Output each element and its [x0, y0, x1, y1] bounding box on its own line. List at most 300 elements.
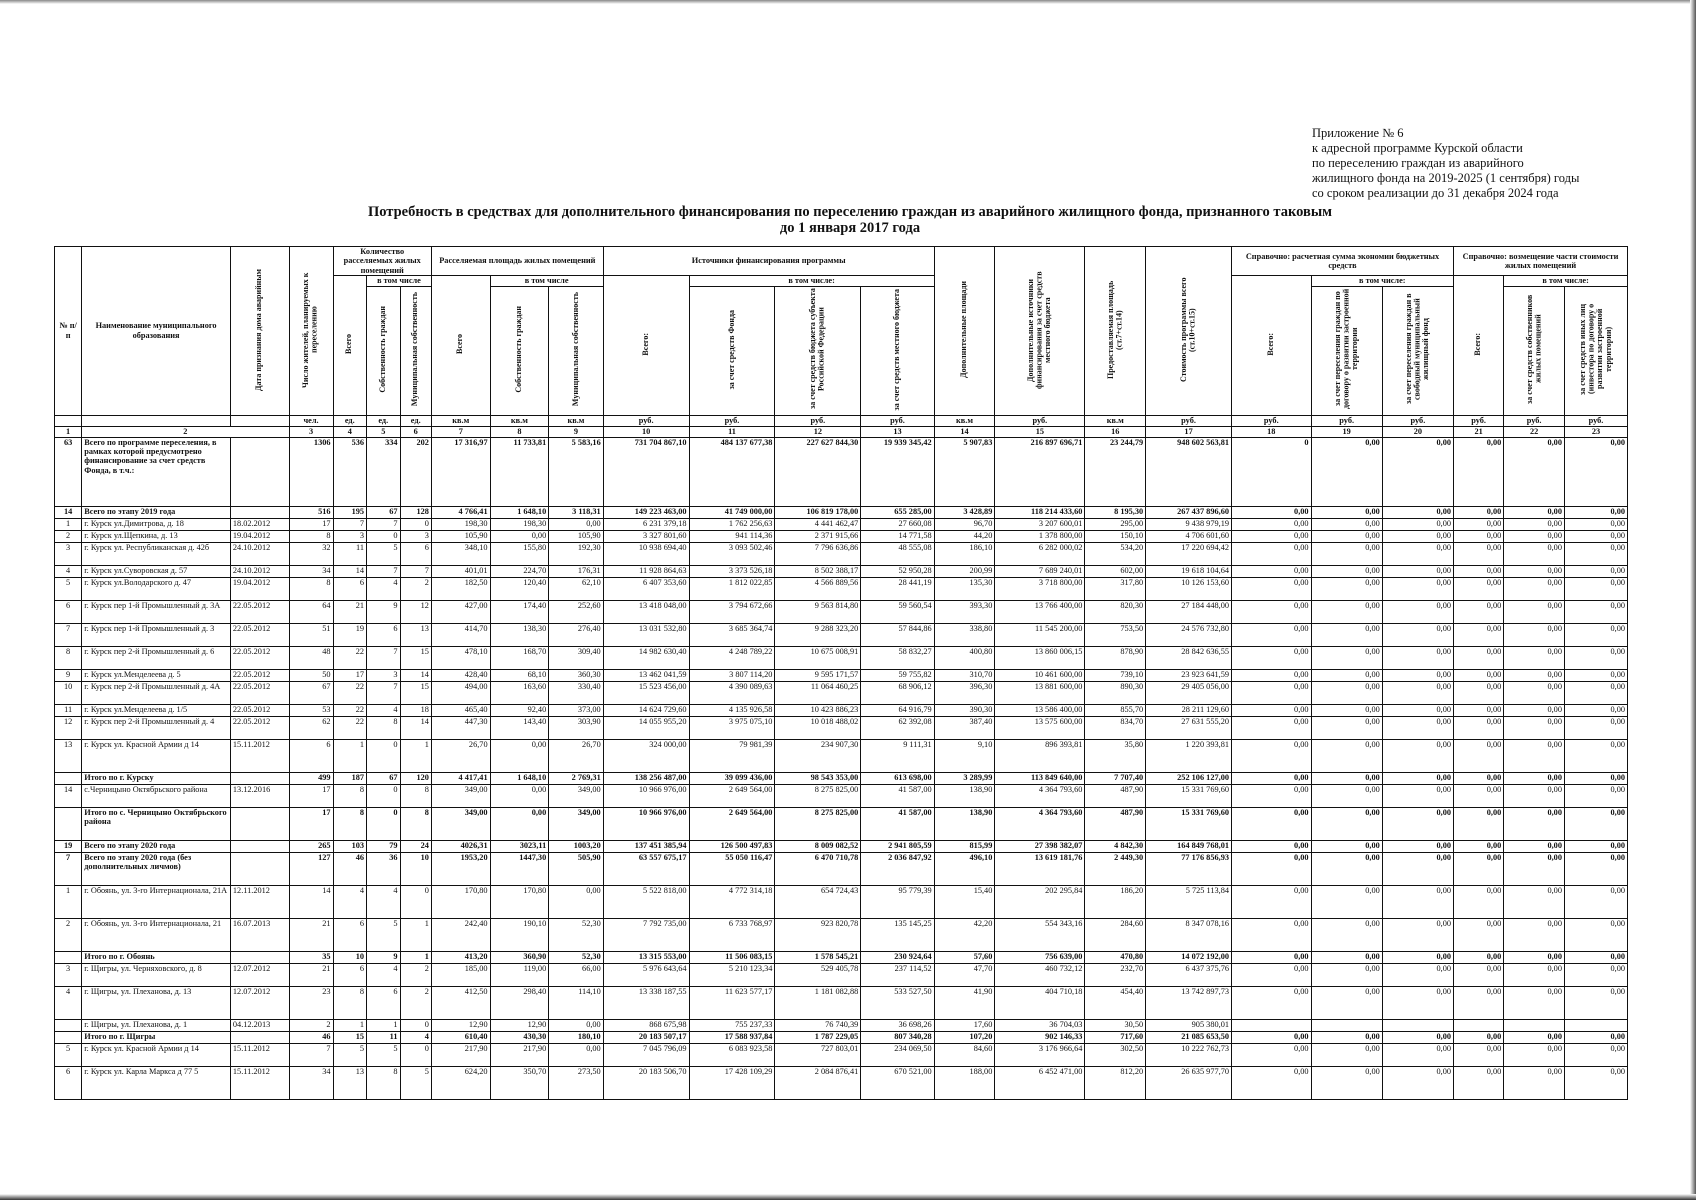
row-value: 0,00 — [1454, 951, 1504, 963]
row-value: 0,00 — [1382, 885, 1453, 918]
row-value: 4 364 793,60 — [995, 784, 1085, 807]
row-value: 0,00 — [1504, 784, 1565, 807]
row-value: 1 787 229,05 — [775, 1031, 861, 1043]
row-value: 0,00 — [1382, 807, 1453, 840]
row-value: 52,30 — [549, 918, 603, 951]
row-value: 1 — [333, 1019, 367, 1031]
row-value: 0 — [400, 1043, 431, 1066]
row-value: 15 — [333, 1031, 367, 1043]
row-value: 11 064 460,25 — [775, 681, 861, 704]
row-value: 0,00 — [1454, 885, 1504, 918]
row-index: 14 — [55, 784, 82, 807]
row-value: 62 — [289, 716, 333, 739]
row-value: 533 527,50 — [861, 986, 934, 1019]
row-value: 0,00 — [1504, 600, 1565, 623]
row-value: 0,00 — [1232, 577, 1312, 600]
row-value: 478,10 — [431, 646, 490, 669]
row-value: 22 — [333, 681, 367, 704]
row-value: 6 437 375,76 — [1146, 963, 1232, 986]
row-value: 79 — [367, 840, 401, 852]
row-value: 0,00 — [1311, 704, 1382, 716]
row-value: 7 — [367, 565, 401, 577]
table-row — [55, 437, 1628, 506]
row-value: 1 220 393,81 — [1146, 739, 1232, 772]
table-row — [55, 963, 1628, 986]
row-value: 59 560,54 — [861, 600, 934, 623]
document-title — [300, 204, 1400, 236]
unit-cell: руб. — [1504, 415, 1565, 426]
row-name: г. Курск ул.Димитрова, д. 18 — [82, 518, 231, 530]
row-value: 1 — [400, 951, 431, 963]
row-value: 6 — [333, 918, 367, 951]
row-value: 390,30 — [934, 704, 995, 716]
row-value: 0,00 — [1311, 669, 1382, 681]
header-local-budget: за счет средств местного бюджета — [861, 286, 934, 415]
row-value: 487,90 — [1085, 807, 1146, 840]
row-value: 15 523 456,00 — [603, 681, 689, 704]
header-rooms-group: Количество расселяемых жилых помещений — [333, 247, 431, 276]
column-number: 5 — [367, 426, 401, 437]
row-value: 14 — [400, 716, 431, 739]
row-value: 534,20 — [1085, 542, 1146, 565]
header-area-incl: в том числе — [490, 276, 603, 286]
column-number: 12 — [775, 426, 861, 437]
row-value: 180,10 — [549, 1031, 603, 1043]
table-row — [55, 951, 1628, 963]
row-index — [55, 1019, 82, 1031]
row-value: 13 — [333, 1066, 367, 1099]
row-value: 0,00 — [1311, 807, 1382, 840]
row-value: 9 438 979,19 — [1146, 518, 1232, 530]
header-savings-a: за счет переселения граждан по договору о развитии застроенной территории — [1311, 286, 1382, 415]
row-value: 0,00 — [1454, 704, 1504, 716]
row-value: 0,00 — [1232, 963, 1312, 986]
header-program-cost: Стоимость программы всего (ст.10+ст.15) — [1146, 247, 1232, 416]
row-value: 349,00 — [549, 807, 603, 840]
row-value: 6 — [289, 739, 333, 772]
row-index: 7 — [55, 623, 82, 646]
row-value: 505,90 — [549, 852, 603, 885]
row-date: 12.07.2012 — [230, 963, 289, 986]
row-value: 84,60 — [934, 1043, 995, 1066]
row-value: 4 441 462,47 — [775, 518, 861, 530]
row-value: 0,00 — [1382, 542, 1453, 565]
row-value: 103 — [333, 840, 367, 852]
row-value: 2 449,30 — [1085, 852, 1146, 885]
row-value: 8 — [289, 530, 333, 542]
row-value: 0,00 — [1454, 506, 1504, 518]
row-value: 0,00 — [1382, 437, 1453, 506]
row-value: 9 111,31 — [861, 739, 934, 772]
row-value: 387,40 — [934, 716, 995, 739]
row-value: 2 — [400, 577, 431, 600]
row-value: 0 — [367, 784, 401, 807]
unit-cell: руб. — [1454, 415, 1504, 426]
row-date: 22.05.2012 — [230, 669, 289, 681]
row-value: 21 — [289, 963, 333, 986]
row-value: 310,70 — [934, 669, 995, 681]
row-value: 0,00 — [1382, 1031, 1453, 1043]
row-value: 0,00 — [549, 1019, 603, 1031]
row-value: 29 405 056,00 — [1146, 681, 1232, 704]
row-value: 135,30 — [934, 577, 995, 600]
row-value: 13 619 181,76 — [995, 852, 1085, 885]
row-value: 0,00 — [1564, 1066, 1627, 1099]
row-value: 465,40 — [431, 704, 490, 716]
row-value: 276,40 — [549, 623, 603, 646]
row-value: 554 343,16 — [995, 918, 1085, 951]
row-value: 670 521,00 — [861, 1066, 934, 1099]
row-value: 0,00 — [1504, 963, 1565, 986]
row-value: 2 371 915,66 — [775, 530, 861, 542]
row-value: 10 966 976,00 — [603, 784, 689, 807]
row-name: Всего по этапу 2020 года (без дополнительных личмов) — [82, 852, 231, 885]
row-value: 15,40 — [934, 885, 995, 918]
row-value: 200,99 — [934, 565, 995, 577]
scan-edge-top — [0, 0, 1696, 4]
header-rooms-total: Всего — [333, 276, 367, 415]
row-date: 04.12.2013 — [230, 1019, 289, 1031]
row-index: 10 — [55, 681, 82, 704]
row-value: 7 796 636,86 — [775, 542, 861, 565]
header-rooms-incl: в том числе — [367, 276, 432, 286]
row-value: 22 — [333, 646, 367, 669]
row-value: 15 — [400, 646, 431, 669]
row-value: 202 — [400, 437, 431, 506]
row-name: г. Курск пер 2-й Промышленный д. 4А — [82, 681, 231, 704]
row-value: 28 441,19 — [861, 577, 934, 600]
column-number: 20 — [1382, 426, 1453, 437]
row-value: 8 — [333, 986, 367, 1019]
row-value — [1454, 1019, 1504, 1031]
row-value: 430,30 — [490, 1031, 549, 1043]
row-value: 484 137 677,38 — [689, 437, 775, 506]
row-name: г. Курск ул.Менделеева д. 1/5 — [82, 704, 231, 716]
row-value: 0,00 — [1311, 1043, 1382, 1066]
row-value: 0,00 — [1454, 542, 1504, 565]
header-extra-area: Дополнительные площади — [934, 247, 995, 416]
row-value: 17 — [333, 669, 367, 681]
row-value: 0,00 — [1232, 646, 1312, 669]
row-value — [1232, 1019, 1312, 1031]
row-value: 4 390 089,63 — [689, 681, 775, 704]
row-value: 0,00 — [1311, 963, 1382, 986]
row-value: 460 732,12 — [995, 963, 1085, 986]
row-value: 17 428 109,29 — [689, 1066, 775, 1099]
row-value: 624,20 — [431, 1066, 490, 1099]
row-value: 0,00 — [1504, 739, 1565, 772]
row-value: 0,00 — [1382, 506, 1453, 518]
row-value: 0,00 — [1504, 542, 1565, 565]
row-value: 10 675 008,91 — [775, 646, 861, 669]
row-value: 53 — [289, 704, 333, 716]
row-value: 21 — [289, 918, 333, 951]
row-value: 105,90 — [431, 530, 490, 542]
header-savings-b: за счет переселения граждан в свободный муниципальный жилищный фонд — [1382, 286, 1453, 415]
row-value: 3 — [333, 530, 367, 542]
row-value: 0,00 — [1382, 840, 1453, 852]
row-value: 5 — [400, 1066, 431, 1099]
unit-cell: руб. — [1382, 415, 1453, 426]
table-row — [55, 600, 1628, 623]
row-value: 35,80 — [1085, 739, 1146, 772]
row-name: Всего по этапу 2020 года — [82, 840, 231, 852]
row-value: 0,00 — [1311, 600, 1382, 623]
row-value: 0,00 — [1232, 1066, 1312, 1099]
row-value: 2 769,31 — [549, 772, 603, 784]
row-value: 0,00 — [1311, 784, 1382, 807]
row-value: 0,00 — [1311, 852, 1382, 885]
row-value: 18 — [400, 704, 431, 716]
scan-edge-right — [1690, 0, 1696, 1200]
row-value: 10 423 886,23 — [775, 704, 861, 716]
row-value: 76 740,39 — [775, 1019, 861, 1031]
row-index: 5 — [55, 1043, 82, 1066]
unit-cell — [82, 415, 231, 426]
row-value: 4 417,41 — [431, 772, 490, 784]
row-value: 0,00 — [1382, 784, 1453, 807]
row-name: г. Курск ул.Менделеева д. 5 — [82, 669, 231, 681]
row-value: 10 461 600,00 — [995, 669, 1085, 681]
row-value: 2 — [289, 1019, 333, 1031]
row-value: 22 — [333, 704, 367, 716]
row-value: 11 733,81 — [490, 437, 549, 506]
row-value: 5 583,16 — [549, 437, 603, 506]
row-name: г. Курск пер 2-й Промышленный д. 6 — [82, 646, 231, 669]
column-number: 7 — [431, 426, 490, 437]
row-value: 24 — [400, 840, 431, 852]
row-value: 13 586 400,00 — [995, 704, 1085, 716]
row-value: 14 072 192,00 — [1146, 951, 1232, 963]
row-date: 24.10.2012 — [230, 542, 289, 565]
row-index: 4 — [55, 565, 82, 577]
row-index: 9 — [55, 669, 82, 681]
column-number: 16 — [1085, 426, 1146, 437]
row-value: 529 405,78 — [775, 963, 861, 986]
row-value: 224,70 — [490, 565, 549, 577]
row-date: 24.10.2012 — [230, 565, 289, 577]
row-value: 137 451 385,94 — [603, 840, 689, 852]
row-value: 404 710,18 — [995, 986, 1085, 1019]
unit-cell — [230, 415, 289, 426]
row-value: 7 689 240,01 — [995, 565, 1085, 577]
row-value: 0,00 — [1504, 577, 1565, 600]
row-value: 7 792 735,00 — [603, 918, 689, 951]
row-value: 1 — [400, 918, 431, 951]
row-value: 138,90 — [934, 784, 995, 807]
row-value: 13 — [400, 623, 431, 646]
row-value: 309,40 — [549, 646, 603, 669]
row-value: 5 725 113,84 — [1146, 885, 1232, 918]
row-value: 0,00 — [1232, 852, 1312, 885]
row-value: 0,00 — [1232, 681, 1312, 704]
row-value: 13 338 187,55 — [603, 986, 689, 1019]
row-value: 6 083 923,58 — [689, 1043, 775, 1066]
row-value: 119,00 — [490, 963, 549, 986]
header-comp-b: за счет средств иных лиц (инвестора по договору о развитии застроенной территории) — [1564, 286, 1627, 415]
row-value: 334 — [367, 437, 401, 506]
row-value: 401,01 — [431, 565, 490, 577]
row-value: 14 055 955,20 — [603, 716, 689, 739]
row-value: 5 — [367, 542, 401, 565]
row-value: 4 842,30 — [1085, 840, 1146, 852]
row-value: 19 618 104,64 — [1146, 565, 1232, 577]
column-number: 13 — [861, 426, 934, 437]
row-value: 0,00 — [1382, 1043, 1453, 1066]
row-value: 0,00 — [1232, 1031, 1312, 1043]
row-value: 17 — [289, 807, 333, 840]
row-date: 22.05.2012 — [230, 646, 289, 669]
row-value: 192,30 — [549, 542, 603, 565]
table-row — [55, 772, 1628, 784]
row-name: Всего по этапу 2019 года — [82, 506, 231, 518]
row-value: 373,00 — [549, 704, 603, 716]
row-value: 414,70 — [431, 623, 490, 646]
row-value: 0,00 — [1454, 646, 1504, 669]
row-value: 0,00 — [490, 739, 549, 772]
row-value: 360,30 — [549, 669, 603, 681]
row-value: 198,30 — [490, 518, 549, 530]
row-value: 12,90 — [431, 1019, 490, 1031]
row-value: 0,00 — [1232, 739, 1312, 772]
row-value: 324 000,00 — [603, 739, 689, 772]
row-value: 202 295,84 — [995, 885, 1085, 918]
row-value: 0,00 — [1564, 681, 1627, 704]
row-value: 1953,20 — [431, 852, 490, 885]
row-value: 14 624 729,60 — [603, 704, 689, 716]
row-value: 217,90 — [490, 1043, 549, 1066]
row-value: 11 623 577,17 — [689, 986, 775, 1019]
row-value: 6 470 710,78 — [775, 852, 861, 885]
row-value: 349,00 — [549, 784, 603, 807]
row-value: 3 327 801,60 — [603, 530, 689, 542]
row-value: 0,00 — [1454, 852, 1504, 885]
table-row — [55, 885, 1628, 918]
row-date — [230, 807, 289, 840]
header-rooms-citizens: Собственность граждан — [367, 286, 401, 415]
row-index: 13 — [55, 739, 82, 772]
row-value — [1564, 1019, 1627, 1031]
row-value: 0,00 — [549, 885, 603, 918]
row-value: 6 — [400, 542, 431, 565]
row-value: 170,80 — [431, 885, 490, 918]
row-value: 46 — [333, 852, 367, 885]
header-comp-incl: в том числе: — [1504, 276, 1628, 286]
row-value: 655 285,00 — [861, 506, 934, 518]
row-value: 0,00 — [1311, 506, 1382, 518]
row-value: 8 — [333, 807, 367, 840]
table-row — [55, 530, 1628, 542]
row-value: 0,00 — [1382, 1066, 1453, 1099]
row-value: 0,00 — [1454, 1043, 1504, 1066]
row-value: 0,00 — [549, 1043, 603, 1066]
row-value: 1 181 082,88 — [775, 986, 861, 1019]
row-value: 32 — [289, 542, 333, 565]
row-value: 0,00 — [1382, 600, 1453, 623]
unit-cell: руб. — [1146, 415, 1232, 426]
row-value: 0,00 — [1382, 852, 1453, 885]
row-value: 0,00 — [1311, 518, 1382, 530]
row-date: 15.11.2012 — [230, 1066, 289, 1099]
row-value: 496,10 — [934, 852, 995, 885]
row-value: 232,70 — [1085, 963, 1146, 986]
row-value: 5 — [367, 1043, 401, 1066]
row-value: 815,99 — [934, 840, 995, 852]
row-value: 47,70 — [934, 963, 995, 986]
row-name: г. Курск ул.Щепкина, д. 13 — [82, 530, 231, 542]
row-value: 120 — [400, 772, 431, 784]
row-index — [55, 1031, 82, 1043]
unit-cell: руб. — [603, 415, 689, 426]
row-index: 2 — [55, 918, 82, 951]
column-number: 4 — [333, 426, 367, 437]
row-value: 8 — [400, 807, 431, 840]
row-value: 5 522 818,00 — [603, 885, 689, 918]
row-value: 11 928 864,63 — [603, 565, 689, 577]
row-value: 10 — [400, 852, 431, 885]
row-value: 26 635 977,70 — [1146, 1066, 1232, 1099]
row-value: 0,00 — [1382, 646, 1453, 669]
table-row — [55, 852, 1628, 885]
row-value: 67 — [367, 506, 401, 518]
header-extra-funding: Дополнительные источники финансирования за счет средств местного бюджета — [995, 247, 1085, 416]
row-value: 52 950,28 — [861, 565, 934, 577]
row-value: 163,60 — [490, 681, 549, 704]
row-value: 4 772 314,18 — [689, 885, 775, 918]
row-value: 9 563 814,80 — [775, 600, 861, 623]
row-value: 0,00 — [1564, 518, 1627, 530]
row-value: 14 — [289, 885, 333, 918]
row-value: 21 — [333, 600, 367, 623]
row-value: 36 — [367, 852, 401, 885]
row-value: 0,00 — [1504, 681, 1565, 704]
row-name: г. Щигры, ул. Черняховского, д. 8 — [82, 963, 231, 986]
row-value: 1 648,10 — [490, 506, 549, 518]
row-value: 118 214 433,60 — [995, 506, 1085, 518]
row-value: 302,50 — [1085, 1043, 1146, 1066]
row-value — [1311, 1019, 1382, 1031]
header-sources-incl: в том числе: — [689, 276, 934, 286]
row-date — [230, 951, 289, 963]
row-value: 0,00 — [1564, 704, 1627, 716]
row-value: 13 766 400,00 — [995, 600, 1085, 623]
row-index: 3 — [55, 542, 82, 565]
row-date — [230, 852, 289, 885]
row-value: 39 099 436,00 — [689, 772, 775, 784]
row-value: 17 — [289, 518, 333, 530]
row-value: 234 907,30 — [775, 739, 861, 772]
row-value: 349,00 — [431, 807, 490, 840]
row-value: 14 — [333, 565, 367, 577]
row-value: 0,00 — [1311, 530, 1382, 542]
row-value: 11 506 083,15 — [689, 951, 775, 963]
row-value: 64 916,79 — [861, 704, 934, 716]
row-value: 0 — [400, 885, 431, 918]
row-value: 4 766,41 — [431, 506, 490, 518]
row-value: 0,00 — [1564, 565, 1627, 577]
row-value: 0,00 — [1504, 986, 1565, 1019]
row-value: 98 543 353,00 — [775, 772, 861, 784]
row-value: 4 — [367, 885, 401, 918]
row-value: 113 849 640,00 — [995, 772, 1085, 784]
row-value: 4 706 601,60 — [1146, 530, 1232, 542]
row-value: 8 275 825,00 — [775, 784, 861, 807]
row-date — [230, 1031, 289, 1043]
row-date: 22.05.2012 — [230, 600, 289, 623]
row-value: 6 — [333, 577, 367, 600]
row-index: 19 — [55, 840, 82, 852]
row-value: 46 — [289, 1031, 333, 1043]
